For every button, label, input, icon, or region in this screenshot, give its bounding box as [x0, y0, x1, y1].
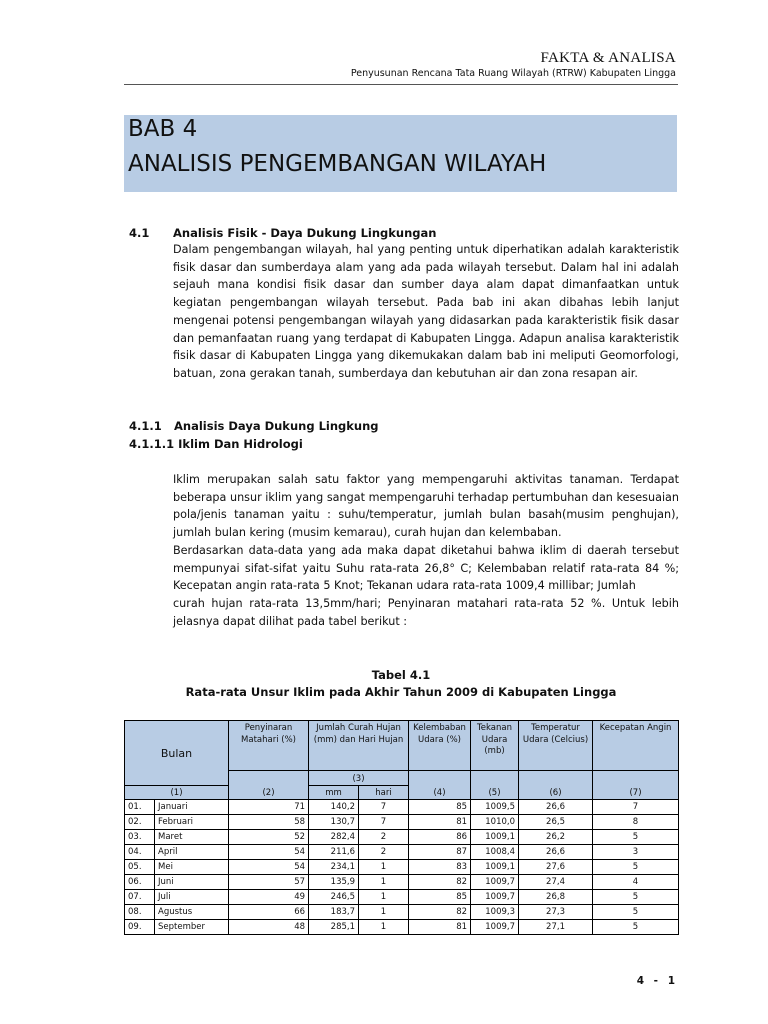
section-number: 4.1	[129, 226, 150, 240]
table-row	[125, 920, 679, 935]
table-row	[125, 815, 679, 830]
cell-hari: 1	[359, 920, 409, 935]
cell-bulan: Januari	[155, 800, 229, 815]
cell-bulan: Agustus	[155, 905, 229, 920]
cell-temperatur: 26,6	[519, 845, 593, 860]
cell-no: 07.	[125, 890, 155, 905]
cell-tekanan: 1009,7	[471, 920, 519, 935]
header-tekanan: Tekanan Udara (mb)	[471, 721, 519, 771]
header-penyinaran: Penyinaran Matahari (%)	[229, 721, 309, 771]
section-4-1-1-heading	[129, 419, 379, 433]
cell-penyinaran: 57	[229, 875, 309, 890]
cell-bulan: Maret	[155, 830, 229, 845]
cell-temperatur: 27,6	[519, 860, 593, 875]
table-row	[125, 905, 679, 920]
paragraph: Dalam pengembangan wilayah, hal yang penting untuk diperhatikan adalah karakteristik fisik dasar dan sumberdaya alam yang ada pada wilayah tersebut. Dalam hal ini adalah sejauh mana kondisi fisik dasar dan sumber daya alam dapat dimanfaatkan untuk kegiatan pengembangan wilayah tersebut. Pada bab ini akan dibahas lebih lanjut mengenai potensi pengembangan wilayah yang didasarkan pada karakteristik fisik dasar dan pemanfaatan ruang yang terdapat di Kabupaten Lingga. Adapun analisa karakteristik fisik dasar di Kabupaten Lingga yang dikemukakan dalam bab ini meliputi Geomorfologi, batuan, zona gerakan tanah, sumberdaya dan kebutuhan air dan zona resapan air.	[173, 243, 679, 380]
header-sub-hari: hari	[359, 786, 409, 800]
cell-mm: 140,2	[309, 800, 359, 815]
cell-temperatur: 26,5	[519, 815, 593, 830]
cell-penyinaran: 48	[229, 920, 309, 935]
climate-table	[124, 720, 679, 935]
section-4-1-body	[173, 241, 679, 383]
section-title: Iklim Dan Hidrologi	[178, 437, 303, 451]
cell-mm: 282,4	[309, 830, 359, 845]
header-sub-mm: mm	[309, 786, 359, 800]
cell-kecepatan: 3	[593, 845, 679, 860]
table-row	[125, 845, 679, 860]
cell-no: 08.	[125, 905, 155, 920]
cell-no: 05.	[125, 860, 155, 875]
cell-kelembaban: 82	[409, 905, 471, 920]
paragraph: curah hujan rata-rata 13,5mm/hari; Penyinaran matahari rata-rata 52 %. Untuk lebih jelasnya dapat dilihat pada tabel berikut :	[173, 596, 679, 628]
header-kelembaban: Kelembaban Udara (%)	[409, 721, 471, 771]
cell-tekanan: 1009,7	[471, 890, 519, 905]
cell-kecepatan: 5	[593, 890, 679, 905]
cell-mm: 130,7	[309, 815, 359, 830]
page-header-title: FAKTA & ANALISA	[540, 50, 676, 66]
cell-no: 09.	[125, 920, 155, 935]
cell-penyinaran: 54	[229, 860, 309, 875]
cell-kecepatan: 5	[593, 920, 679, 935]
cell-bulan: April	[155, 845, 229, 860]
cell-tekanan: 1009,1	[471, 860, 519, 875]
header-bulan: Bulan	[125, 721, 229, 786]
cell-no: 03.	[125, 830, 155, 845]
table-row	[125, 830, 679, 845]
cell-mm: 246,5	[309, 890, 359, 905]
cell-kelembaban: 81	[409, 920, 471, 935]
cell-bulan: Februari	[155, 815, 229, 830]
cell-penyinaran: 58	[229, 815, 309, 830]
cell-bulan: Mei	[155, 860, 229, 875]
cell-kelembaban: 87	[409, 845, 471, 860]
cell-hari: 7	[359, 800, 409, 815]
section-number: 4.1.1.1	[129, 437, 175, 451]
header-temperatur: Temperatur Udara (Celcius)	[519, 721, 593, 771]
cell-tekanan: 1008,4	[471, 845, 519, 860]
cell-mm: 285,1	[309, 920, 359, 935]
cell-kelembaban: 86	[409, 830, 471, 845]
cell-penyinaran: 71	[229, 800, 309, 815]
cell-tekanan: 1009,5	[471, 800, 519, 815]
header-index-6: (6)	[519, 771, 593, 800]
cell-tekanan: 1009,3	[471, 905, 519, 920]
cell-tekanan: 1010,0	[471, 815, 519, 830]
cell-temperatur: 27,3	[519, 905, 593, 920]
cell-hari: 2	[359, 845, 409, 860]
header-kecepatan: Kecepatan Angin	[593, 721, 679, 771]
cell-temperatur: 27,4	[519, 875, 593, 890]
section-title: Analisis Fisik - Daya Dukung Lingkungan	[173, 226, 437, 240]
cell-kelembaban: 85	[409, 890, 471, 905]
page-number: 4 - 1	[636, 975, 678, 987]
climate-table-body	[125, 800, 679, 935]
cell-temperatur: 26,2	[519, 830, 593, 845]
cell-kecepatan: 8	[593, 815, 679, 830]
section-4-1-1-1-heading	[129, 437, 303, 451]
cell-kecepatan: 5	[593, 905, 679, 920]
cell-no: 02.	[125, 815, 155, 830]
header-index-7: (7)	[593, 771, 679, 800]
header-index-3: (3)	[309, 771, 409, 786]
cell-no: 01.	[125, 800, 155, 815]
chapter-banner	[124, 115, 677, 192]
chapter-number: BAB 4	[128, 116, 198, 142]
cell-mm: 183,7	[309, 905, 359, 920]
cell-mm: 234,1	[309, 860, 359, 875]
cell-no: 04.	[125, 845, 155, 860]
cell-mm: 135,9	[309, 875, 359, 890]
cell-kecepatan: 5	[593, 860, 679, 875]
cell-temperatur: 26,6	[519, 800, 593, 815]
cell-tekanan: 1009,7	[471, 875, 519, 890]
table-caption-title: Rata-rata Unsur Iklim pada Akhir Tahun 2009 di Kabupaten Lingga	[185, 685, 617, 699]
header-divider	[124, 84, 678, 85]
cell-hari: 1	[359, 875, 409, 890]
cell-kelembaban: 83	[409, 860, 471, 875]
chapter-title: ANALISIS PENGEMBANGAN WILAYAH	[128, 151, 547, 177]
table-row	[125, 890, 679, 905]
cell-kelembaban: 82	[409, 875, 471, 890]
climate-body	[173, 471, 679, 630]
cell-temperatur: 26,8	[519, 890, 593, 905]
cell-hari: 2	[359, 830, 409, 845]
cell-bulan: Juli	[155, 890, 229, 905]
cell-penyinaran: 49	[229, 890, 309, 905]
cell-no: 06.	[125, 875, 155, 890]
header-curah-hujan: Jumlah Curah Hujan (mm) dan Hari Hujan	[309, 721, 409, 771]
header-index-4: (4)	[409, 771, 471, 800]
table-row	[125, 875, 679, 890]
cell-penyinaran: 54	[229, 845, 309, 860]
cell-hari: 1	[359, 890, 409, 905]
header-index-1: (1)	[125, 786, 229, 800]
page-header-subtitle: Penyusunan Rencana Tata Ruang Wilayah (RTRW) Kabupaten Lingga	[350, 68, 676, 79]
cell-kecepatan: 5	[593, 830, 679, 845]
cell-tekanan: 1009,1	[471, 830, 519, 845]
cell-kecepatan: 4	[593, 875, 679, 890]
cell-kecepatan: 7	[593, 800, 679, 815]
header-index-5: (5)	[471, 771, 519, 800]
cell-penyinaran: 52	[229, 830, 309, 845]
header-index-2: (2)	[229, 771, 309, 800]
paragraph: Iklim merupakan salah satu faktor yang mempengaruhi aktivitas tanaman. Terdapat beberapa unsur iklim yang sangat mempengaruhi terhadap pertumbuhan dan kesesuaian pola/jenis tanaman yaitu : suhu/temperatur, jumlah bulan basah(musim penghujan), jumlah bulan kering (musim kemarau), curah hujan dan kelembaban.	[173, 473, 679, 540]
cell-kelembaban: 85	[409, 800, 471, 815]
cell-penyinaran: 66	[229, 905, 309, 920]
section-title: Analisis Daya Dukung Lingkung	[174, 419, 379, 433]
section-4-1-heading	[129, 226, 436, 240]
cell-hari: 1	[359, 905, 409, 920]
cell-kelembaban: 81	[409, 815, 471, 830]
cell-hari: 7	[359, 815, 409, 830]
section-number: 4.1.1	[129, 419, 162, 433]
cell-bulan: Juni	[155, 875, 229, 890]
cell-hari: 1	[359, 860, 409, 875]
paragraph: Berdasarkan data-data yang ada maka dapat diketahui bahwa iklim di daerah tersebut mempunyai sifat-sifat yaitu Suhu rata-rata 26,8° C; Kelembaban relatif rata-rata 84 %; Kecepatan angin rata-rata 5 Knot; Tekanan udara rata-rata 1009,4 millibar; Jumlah	[173, 543, 679, 593]
cell-bulan: September	[155, 920, 229, 935]
table-caption-label: Tabel 4.1	[371, 668, 431, 682]
table-row	[125, 800, 679, 815]
cell-mm: 211,6	[309, 845, 359, 860]
table-row	[125, 860, 679, 875]
cell-temperatur: 27,1	[519, 920, 593, 935]
